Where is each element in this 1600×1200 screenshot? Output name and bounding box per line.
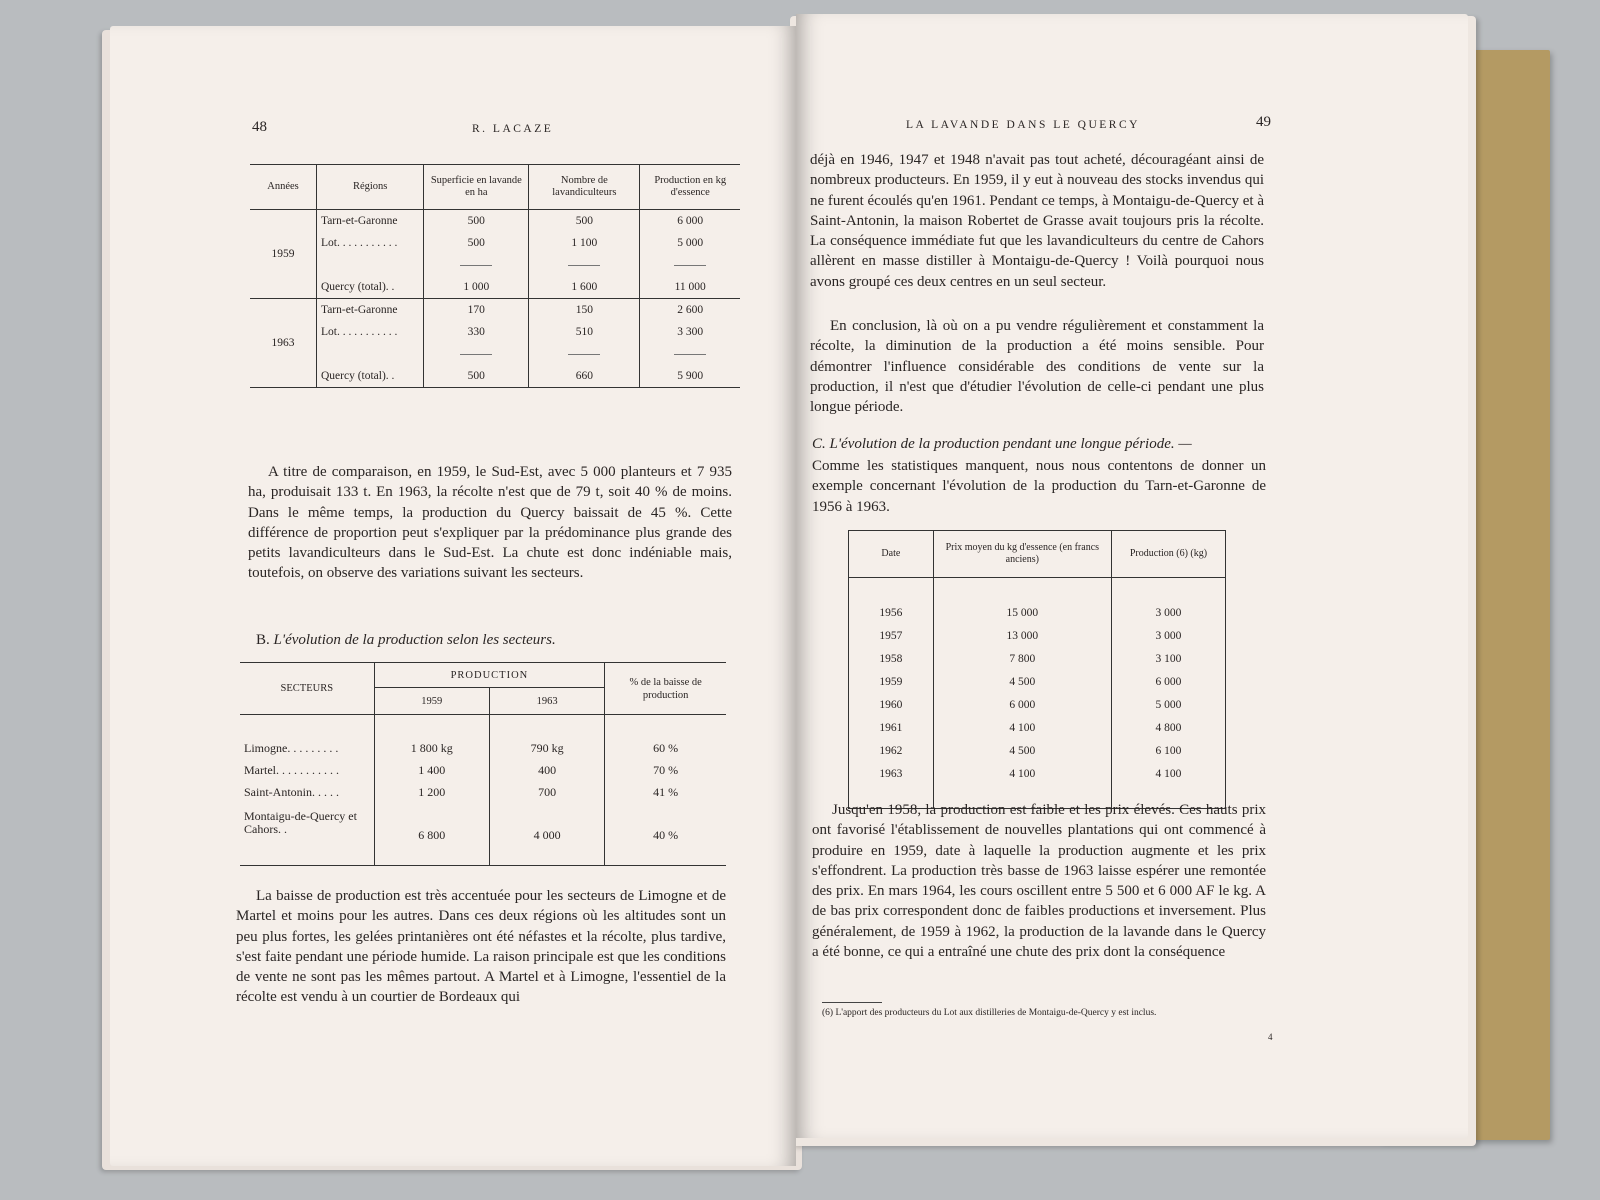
t1-cell: 1 000 xyxy=(424,276,529,299)
t2-cell: 6 800 xyxy=(374,803,489,843)
t1-cell: 5 900 xyxy=(640,365,740,388)
subheading-b-text: L'évolution de la production selon les secteurs. xyxy=(273,632,556,648)
t3-cell: 1961 xyxy=(879,721,903,734)
table-row xyxy=(250,210,740,233)
t2-cell: 70 % xyxy=(605,759,726,781)
t1-cell: 510 xyxy=(529,321,640,343)
t1-header-production: Production en kg d'essence xyxy=(640,165,740,210)
t2-cell: 1 400 xyxy=(374,759,489,781)
footnote-rule xyxy=(822,1002,882,1003)
t3-cell: 4 500 xyxy=(933,739,1111,762)
right-paragraph-1: déjà en 1946, 1947 et 1948 n'avait pas tout acheté, découragéant ainsi de nombreux producteurs. En 1959, il y eut à nouveau des stocks invendus qui ne furent écoulés qu'en 1961. Pendant ce temps, à Montaigu-de-Quercy et à Saint-Antonin, la maison Robertet de Grasse avait toujours pris la récolte. La conséquence immédiate fut que les lavandiculteurs du centre de Cahors allèrent en masse distiller à Montaigu-de-Quercy ! Voilà pourquoi nous avons groupé ces deux centres en un seul secteur. xyxy=(810,152,1264,290)
t3-cell: 3 100 xyxy=(1111,647,1225,670)
t2-cell: 400 xyxy=(489,759,604,781)
right-paragraph-4: Jusqu'en 1958, la production est faible et les prix élevés. Ces hauts prix ont favorisé l'établissement de nouvelles plantations qui ont commencé à produire en 1959, date à laquelle la production augmente et les prix s'effondrent. La production très basse de 1963 laisse espérer une remontée des prix. En mars 1964, les cours oscillent entre 5 500 et 6 000 AF le kg. A de bas prix correspondent donc de faibles productions et inversement. Plus généralement, de 1959 à 1962, la production de la lavande dans le Quercy a été bonne, ce qui a entraîné une chute des prix dont la conséquence xyxy=(812,802,1266,961)
t1-year-1963: 1963 xyxy=(250,299,316,388)
t2-header-secteurs: SECTEURS xyxy=(240,663,374,715)
table-price-production xyxy=(848,530,1226,809)
t3-cell: 3 000 xyxy=(1111,601,1225,624)
t1-year-1959: 1959 xyxy=(271,248,295,260)
t3-cell: 1963 xyxy=(879,767,903,780)
t1-cell: Tarn-et-Garonne xyxy=(316,299,423,322)
table-row xyxy=(849,647,1226,670)
running-header-left: R. LACAZE xyxy=(472,123,554,135)
subtotal-dash xyxy=(674,265,706,266)
t2-header-production: PRODUCTION xyxy=(374,663,605,688)
t3-cell: 4 100 xyxy=(933,762,1111,785)
t1-cell: 500 xyxy=(424,365,529,388)
t2-cell: 790 kg xyxy=(489,737,604,759)
subheading-b-letter: B. xyxy=(256,632,270,648)
t2-cell: 1 200 xyxy=(374,781,489,803)
t3-cell: 4 800 xyxy=(1111,716,1225,739)
t1-cell: 1 600 xyxy=(529,276,640,299)
t1-cell: 500 xyxy=(424,210,529,233)
t1-header-regions: Régions xyxy=(316,165,423,210)
table-row xyxy=(250,321,740,343)
subheading-c: C. L'évolution de la production pendant une longue période. — xyxy=(812,436,1192,452)
t1-cell: 330 xyxy=(424,321,529,343)
table-row xyxy=(250,276,740,299)
table-subtotal-rule xyxy=(250,343,740,365)
page-number-left: 48 xyxy=(252,119,267,135)
page-number-right: 49 xyxy=(1256,114,1271,130)
t3-cell: 5 000 xyxy=(1111,693,1225,716)
table-row xyxy=(250,299,740,322)
t3-header-prix: Prix moyen du kg d'essence (en francs anciens) xyxy=(933,531,1111,578)
t1-cell: 660 xyxy=(529,365,640,388)
table-row xyxy=(849,670,1226,693)
t1-cell: 1 100 xyxy=(529,232,640,254)
t1-cell: Tarn-et-Garonne xyxy=(316,210,423,233)
subtotal-dash xyxy=(460,265,492,266)
t3-cell: 4 500 xyxy=(933,670,1111,693)
t1-cell: 2 600 xyxy=(640,299,740,322)
t3-cell: 1959 xyxy=(879,675,903,688)
t3-header-production: Production (6) (kg) xyxy=(1111,531,1225,578)
t3-cell: 6 000 xyxy=(1111,670,1225,693)
t1-cell: Quercy (total). . xyxy=(316,276,423,299)
t2-cell: 40 % xyxy=(605,803,726,843)
t2-cell: 1 800 kg xyxy=(374,737,489,759)
t2-header-1963: 1963 xyxy=(489,688,604,715)
t2-cell: 4 000 xyxy=(489,803,604,843)
t1-header-annees: Années xyxy=(250,165,316,210)
table-row xyxy=(849,624,1226,647)
t2-cell: 41 % xyxy=(605,781,726,803)
t3-cell: 13 000 xyxy=(933,624,1111,647)
right-paragraph-3: Comme les statistiques manquent, nous nous contentons de donner un exemple concernant l'évolution de la production du Tarn-et-Garonne de 1956 à 1963. xyxy=(812,458,1266,515)
t1-cell: Lot. . . . . . . . . . . xyxy=(316,321,423,343)
subtotal-dash xyxy=(568,354,600,355)
t3-cell: 6 100 xyxy=(1111,739,1225,762)
footnote: (6) L'apport des producteurs du Lot aux distilleries de Montaigu-de-Quercy y est inclus. xyxy=(822,1008,1157,1018)
table-row xyxy=(240,759,726,781)
left-paragraph-2: La baisse de production est très accentuée pour les secteurs de Limogne et de Martel et moins pour les autres. Dans ces deux régions où les altitudes sont un peu plus fortes, les gelées printanières ont été néfastes et la récolte, plus tardive, s'est faite pendant une période humide. La raison principale est que les conditions de vente ne sont pas les mêmes partout. A Martel et à Limogne, l'essentiel de la récolte est vendu à un courtier de Bordeaux qui xyxy=(236,888,726,1006)
table-row xyxy=(240,803,726,843)
t2-cell: 60 % xyxy=(605,737,726,759)
t1-cell: 3 300 xyxy=(640,321,740,343)
table-subtotal-rule xyxy=(250,254,740,276)
table-row xyxy=(849,716,1226,739)
t3-cell: 4 100 xyxy=(1111,762,1225,785)
left-paragraph-1: A titre de comparaison, en 1959, le Sud-Est, avec 5 000 planteurs et 7 935 ha, produisait 133 t. En 1963, la récolte n'est que de 79 t, soit 40 % de moins. Dans le même temps, la production du Quercy baissait de 45 %. Cette différence de proportion peut s'expliquer par la prédominance plus grande des petits lavandiculteurs dans le Sud-Est. La chute est donc indéniable mais, toutefois, on observe des variations suivant les secteurs. xyxy=(248,464,732,582)
running-header-right: LA LAVANDE DANS LE QUERCY xyxy=(906,119,1140,131)
t3-cell: 4 100 xyxy=(933,716,1111,739)
table-row xyxy=(250,365,740,388)
t1-cell: 11 000 xyxy=(640,276,740,299)
t2-cell: Montaigu-de-Quercy et Cahors. . xyxy=(244,809,357,836)
t1-cell: 150 xyxy=(529,299,640,322)
t1-cell: Lot. . . . . . . . . . . xyxy=(316,232,423,254)
t3-cell: 15 000 xyxy=(933,601,1111,624)
t3-cell: 6 000 xyxy=(933,693,1111,716)
t1-header-nombre: Nombre de lavandiculteurs xyxy=(529,165,640,210)
t3-cell: 1956 xyxy=(879,606,903,619)
table-row xyxy=(849,739,1226,762)
subtotal-dash xyxy=(568,265,600,266)
t2-cell: 700 xyxy=(489,781,604,803)
table-sector-production xyxy=(240,662,726,866)
t2-header-pct: % de la baisse de production xyxy=(605,663,726,715)
t1-cell: 500 xyxy=(529,210,640,233)
t2-cell: Saint-Antonin. . . . . xyxy=(244,784,339,799)
table-lavender-regions xyxy=(250,164,740,388)
t1-cell: 5 000 xyxy=(640,232,740,254)
t3-cell: 1962 xyxy=(879,744,903,757)
table-row xyxy=(240,781,726,803)
t2-header-1959: 1959 xyxy=(374,688,489,715)
t1-cell: 6 000 xyxy=(640,210,740,233)
t3-cell: 1960 xyxy=(879,698,903,711)
table-row xyxy=(240,737,726,759)
subtotal-dash xyxy=(674,354,706,355)
t3-cell: 3 000 xyxy=(1111,624,1225,647)
t2-cell: Martel. . . . . . . . . . . xyxy=(244,762,339,777)
table-row xyxy=(849,601,1226,624)
t1-cell: Quercy (total). . xyxy=(316,365,423,388)
subtotal-dash xyxy=(460,354,492,355)
table-row xyxy=(250,232,740,254)
t1-cell: 170 xyxy=(424,299,529,322)
t3-cell: 7 800 xyxy=(933,647,1111,670)
right-paragraph-2: En conclusion, là où on a pu vendre régulièrement et constamment la récolte, la diminution de la production a été moins sensible. Pour démontrer l'influence considérable des conditions de vente sur la production, il n'est que d'étudier l'évolution de celle-ci pendant une plus longue période. xyxy=(810,318,1264,416)
table-row xyxy=(849,693,1226,716)
t2-cell: Limogne. . . . . . . . . xyxy=(244,740,339,755)
subheading-b xyxy=(256,632,556,649)
t3-cell: 1958 xyxy=(879,652,903,665)
signature-mark: 4 xyxy=(1268,1032,1273,1042)
table-row xyxy=(849,762,1226,785)
t1-header-superficie: Superficie en lavande en ha xyxy=(424,165,529,210)
t1-cell: 500 xyxy=(424,232,529,254)
t3-header-date: Date xyxy=(849,531,934,578)
t3-cell: 1957 xyxy=(879,629,903,642)
